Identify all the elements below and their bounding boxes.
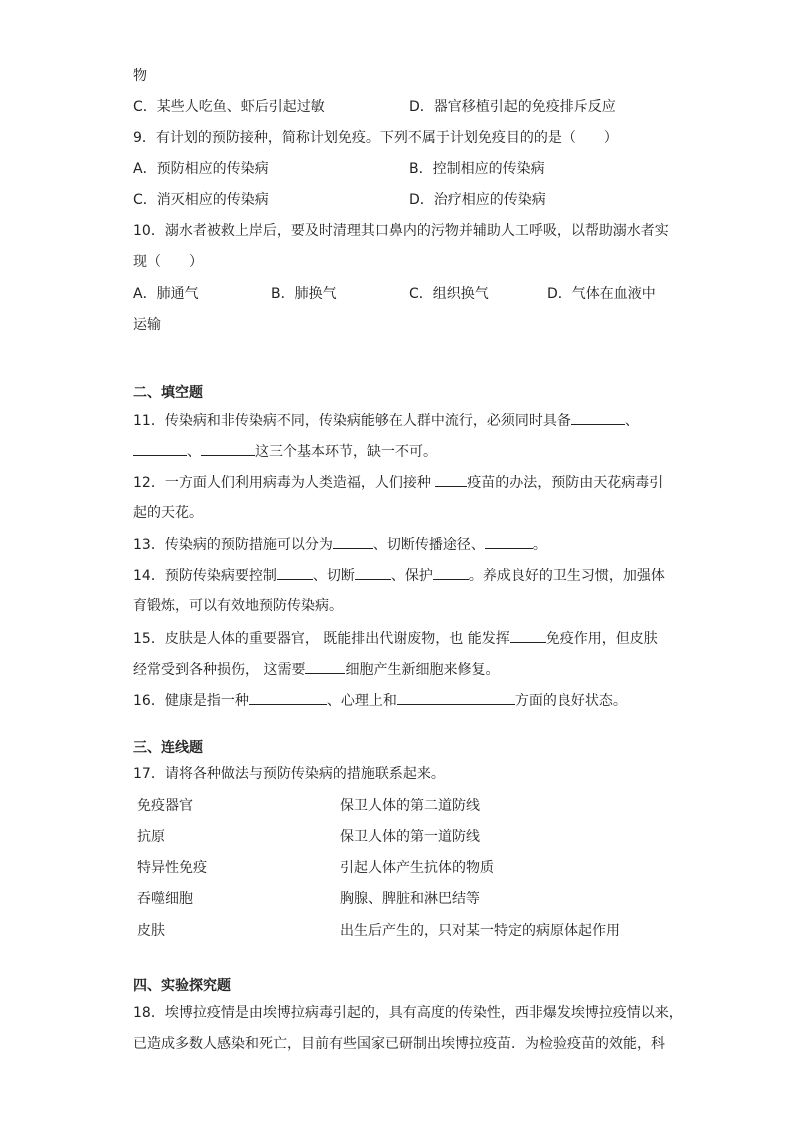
blank[interactable] [433,565,469,580]
q10-stem-line1: 10．溺水者被救上岸后，要及时清理其口鼻内的污物并辅助人工呼吸，以帮助溺水者实 [133,223,669,239]
q10-option-c: C．组织换气 [409,286,489,302]
q8-tail: 物 [133,68,147,84]
q18-line2: 已造成多数人感染和死亡，目前有些国家已研制出埃博拉疫苗．为检验疫苗的效能，科 [133,1036,665,1052]
blank[interactable] [435,472,467,487]
q14-line1 [133,565,665,586]
matching-right-item[interactable]: 引起人体产生抗体的物质 [340,860,494,876]
q12-text: 疫苗的办法，预防由天花病毒引 [467,475,664,491]
blank[interactable] [397,690,515,705]
blank[interactable] [133,441,187,456]
matching-left-item[interactable]: 吞噬细胞 [137,891,193,907]
q16-text: 、心理上和 [326,693,397,709]
blank[interactable] [201,441,255,456]
matching-right-item[interactable]: 保卫人体的第一道防线 [340,829,480,845]
q15-text: 免疫作用，但皮肤 [545,631,658,647]
q10-option-d: D．气体在血液中 [547,286,656,302]
q15-line1 [133,628,658,649]
q13-text-end: 。 [532,537,547,553]
matching-left-item[interactable]: 皮肤 [137,923,165,939]
q12-line2: 起的天花。 [133,505,203,521]
q14-line2: 育锻炼，可以有效地预防传染病。 [133,598,343,614]
q10-option-b: B．肺换气 [271,286,337,302]
q14-text: 14．预防传染病要控制 [133,568,277,584]
matching-right-item[interactable]: 胸腺、脾脏和淋巴结等 [340,891,480,907]
q9-option-d: D．治疗相应的传染病 [409,192,546,208]
q15-text: 经常受到各种损伤， 这需要 [133,662,306,678]
q18-line1: 18．埃博拉疫情是由埃博拉病毒引起的，具有高度的传染性，西非爆发埃博拉疫情以来， [133,1005,683,1021]
q11-text-end: 这三个基本环节，缺一不可。 [255,444,437,460]
section-experiment-heading: 四、实验探究题 [133,978,231,994]
q10-option-d-continued: 运输 [133,317,161,333]
q12-text: 12．一方面人们利用病毒为人类造福，人们接种 [133,475,436,491]
q8-option-d: D．器官移植引起的免疫排斥反应 [409,99,616,115]
q10-option-a: A．肺通气 [133,286,199,302]
section-fill-in-heading: 二、填空题 [133,385,203,401]
matching-right-item[interactable]: 出生后产生的，只对某一特定的病原体起作用 [340,923,620,939]
q11-line1 [133,410,639,431]
q11-separator: 、 [624,413,639,429]
q8-option-c: C．某些人吃鱼、虾后引起过敏 [133,99,325,115]
blank[interactable] [485,534,533,549]
q10-stem-line2: 现（ ） [133,254,203,270]
matching-left-item[interactable]: 免疫器官 [137,798,193,814]
blank[interactable] [333,534,373,549]
q11-text: 11．传染病和非传染病不同，传染病能够在人群中流行，必须同时具备 [133,413,571,429]
matching-right-item[interactable]: 保卫人体的第二道防线 [340,798,480,814]
q15-line2 [133,659,499,680]
q13-text: 13．传染病的预防措施可以分为 [133,537,333,553]
matching-left-item[interactable]: 抗原 [137,829,165,845]
matching-left-item[interactable]: 特异性免疫 [137,860,207,876]
q13-text: 、切断传播途径、 [372,537,485,553]
q17-stem: 17．请将各种做法与预防传染病的措施联系起来。 [133,766,445,782]
blank[interactable] [249,690,327,705]
q14-text: 、保护 [390,568,433,584]
blank[interactable] [277,565,313,580]
q14-text: 。养成良好的卫生习惯，加强体 [468,568,665,584]
q9-option-a: A．预防相应的传染病 [133,161,269,177]
q9-option-c: C．消灭相应的传染病 [133,192,269,208]
q16-text: 方面的良好状态。 [514,693,627,709]
blank[interactable] [305,659,345,674]
q15-text: 细胞产生新细胞来修复。 [345,662,500,678]
q14-text: 、切断 [312,568,355,584]
section-matching-heading: 三、连线题 [133,740,203,756]
blank[interactable] [571,410,625,425]
q11-separator: 、 [187,444,201,460]
q9-stem: 9．有计划的预防接种，简称计划免疫。下列不属于计划免疫目的的是（ ） [133,130,618,146]
q12-line1 [133,472,663,493]
q11-line2 [133,441,437,462]
q9-option-b: B．控制相应的传染病 [409,161,545,177]
q16-text: 16．健康是指一种 [133,693,249,709]
q16-line [133,690,627,711]
q15-text: 15．皮肤是人体的重要器官， 既能排出代谢废物，也 能发挥 [133,631,510,647]
blank[interactable] [510,628,546,643]
blank[interactable] [355,565,391,580]
q13-line [133,534,547,555]
